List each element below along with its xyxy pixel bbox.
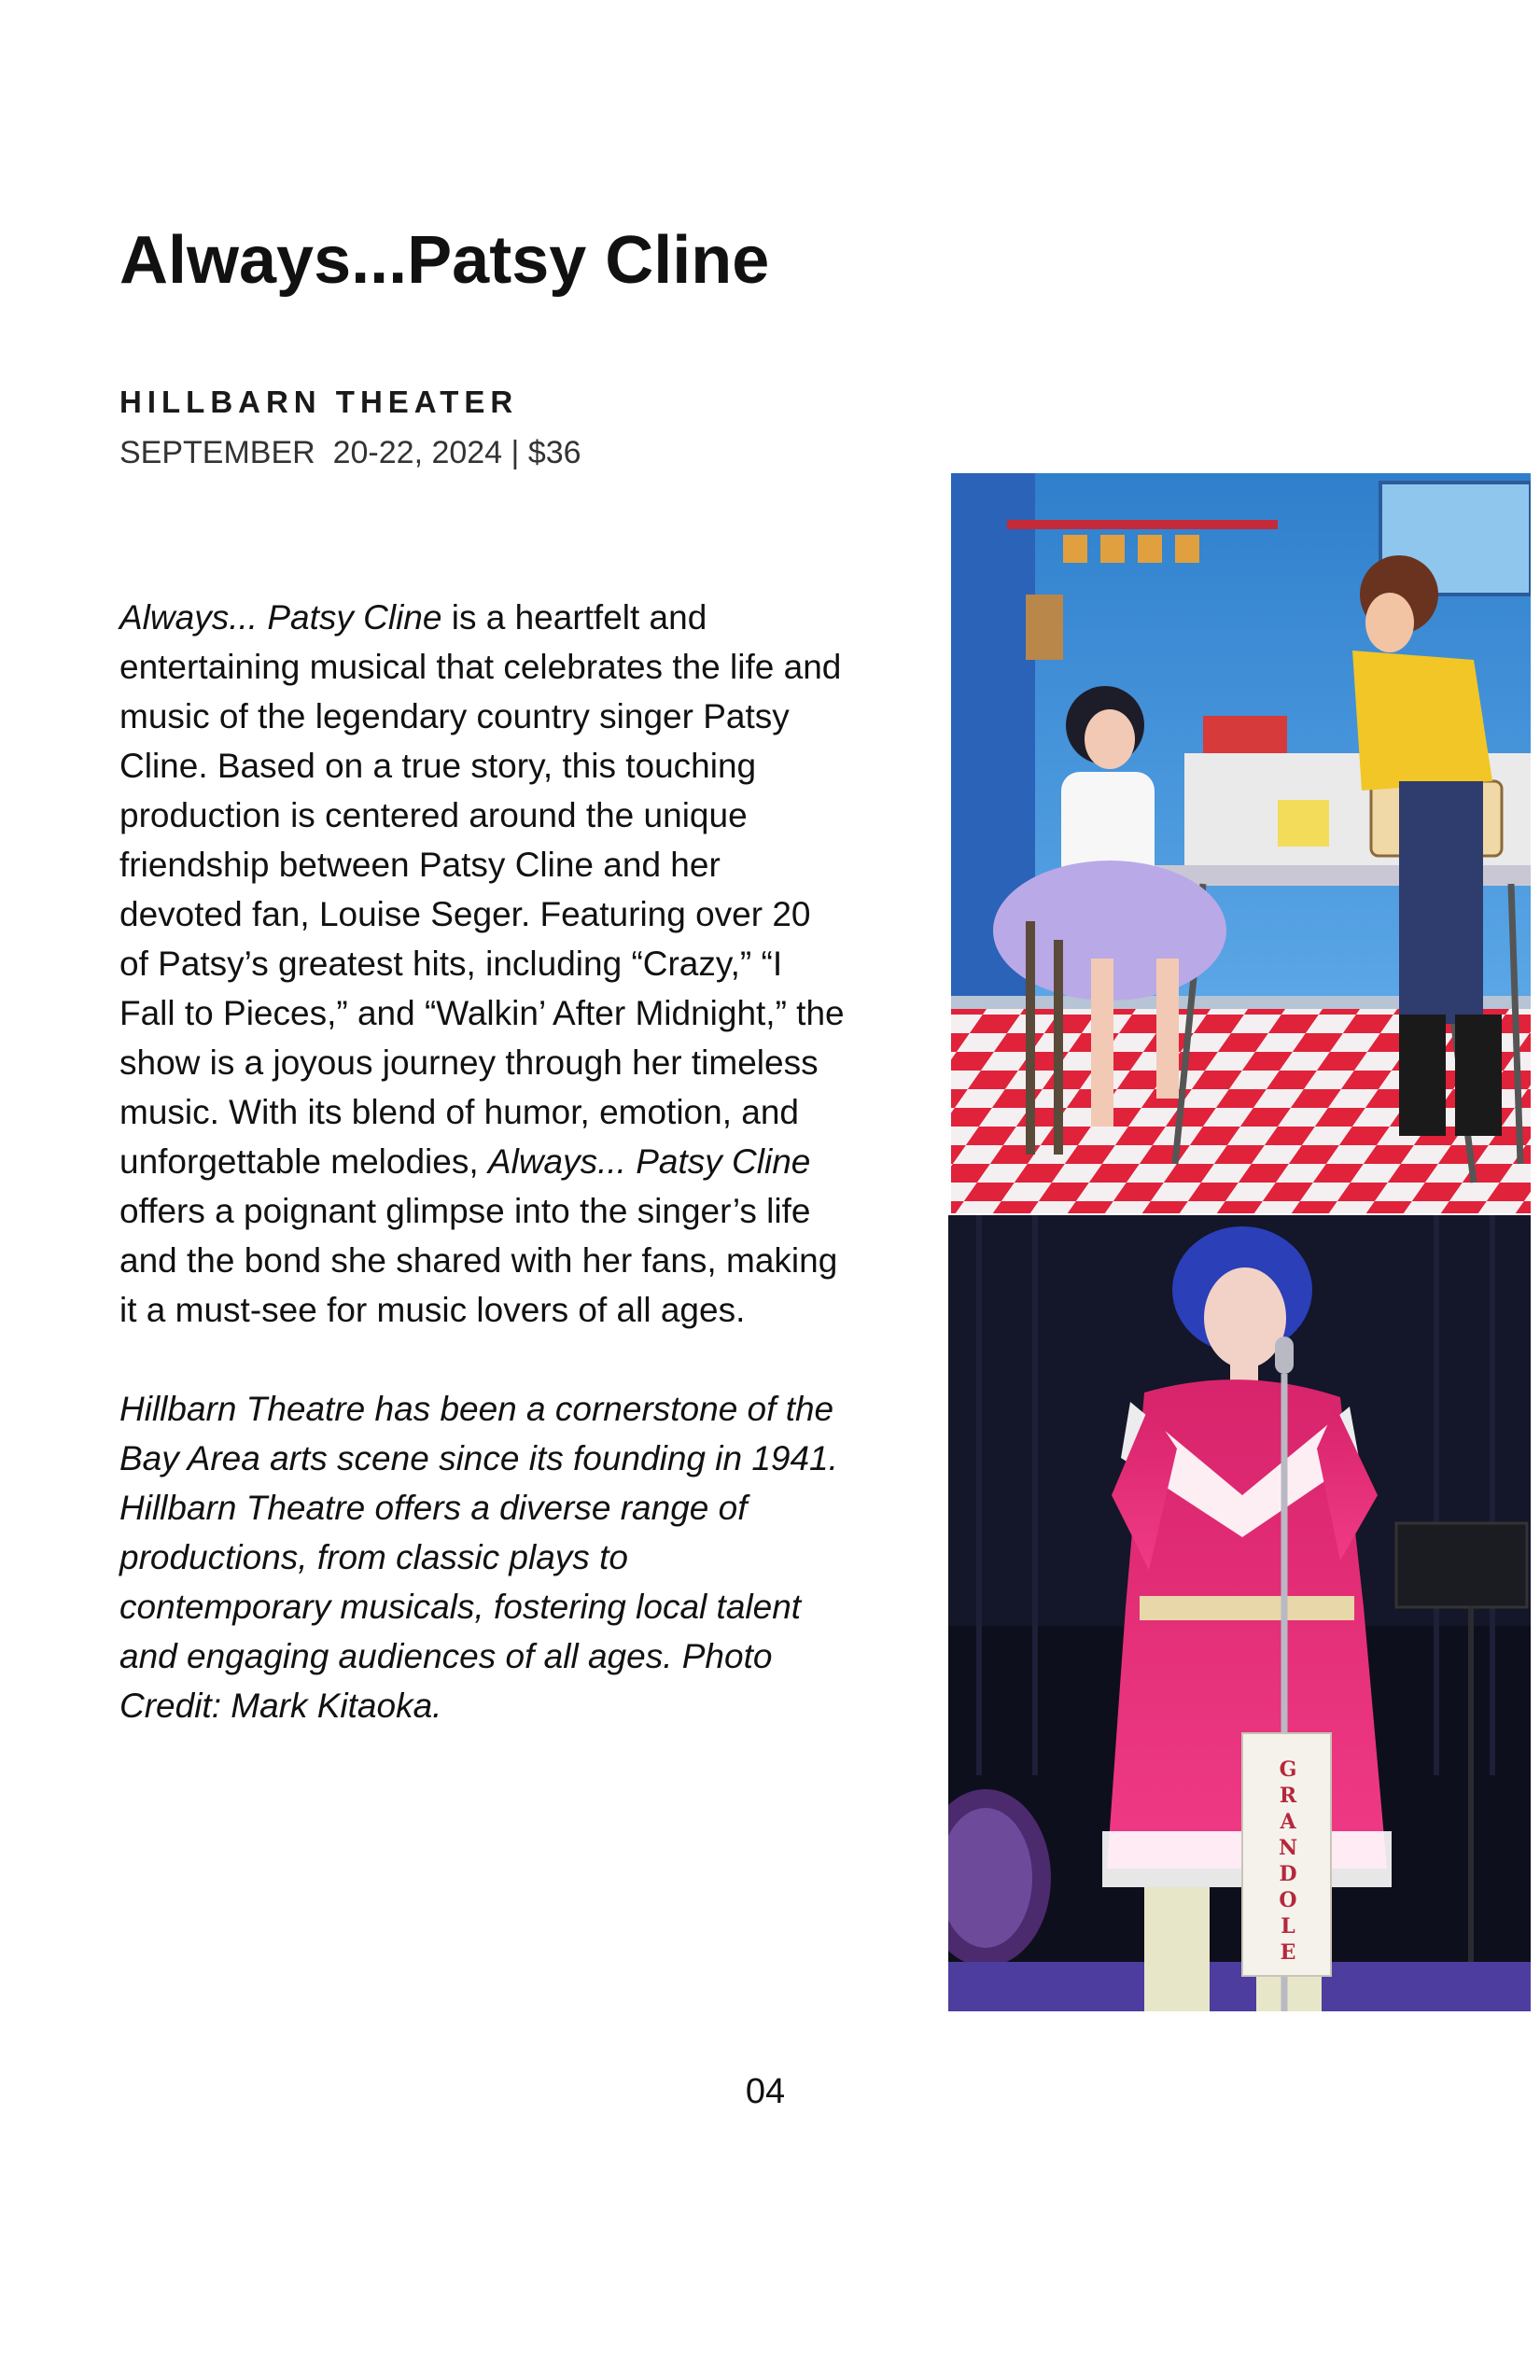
show-title-italic: Always... Patsy Cline (487, 1142, 811, 1181)
venue-name: HILLBARN THEATER (119, 385, 519, 419)
photo-kitchen-scene (951, 473, 1531, 1213)
page-title: Always...Patsy Cline (119, 223, 770, 298)
article-body (119, 593, 847, 1780)
theatre-about: Hillbarn Theatre has been a cornerstone of the Bay Area arts scene since its founding in 1941. Hillbarn Theatre offers a diverse range of productions, from classic plays to contemporary musicals, fostering local talent and engaging audiences of all ages. Photo Credit: Mark Kitaoka. (119, 1390, 838, 1725)
mic-stand-sign: GRAND OLE (1278, 1757, 1298, 1965)
dates-price: SEPTEMBER 20-22, 2024 | $36 (119, 435, 581, 470)
show-description (119, 593, 847, 1335)
show-title-italic: Always... Patsy Cline (119, 598, 442, 637)
page-number: 04 (745, 2072, 786, 2111)
photo-singer-performance (948, 1215, 1531, 2011)
description-text: is a heartfelt and entertaining musical that celebrates the life and music of the legendary country singer Patsy Cline. Based on a true story, this touching production is centered around the unique friendship between Patsy Cline and her devoted fan, Louise Seger. Featuring over 20 of Patsy’s greatest hits, including “Crazy,” “I Fall to Pieces,” and “Walkin’ After Midnight,” the show is a joyous journey through her timeless music. With its blend of humor, emotion, and unforgettable melodies, (119, 598, 845, 1181)
description-text: offers a poignant glimpse into the singer’s life and the bond she shared with her fans, making it a must-see for music lovers of all ages. (119, 1192, 838, 1329)
